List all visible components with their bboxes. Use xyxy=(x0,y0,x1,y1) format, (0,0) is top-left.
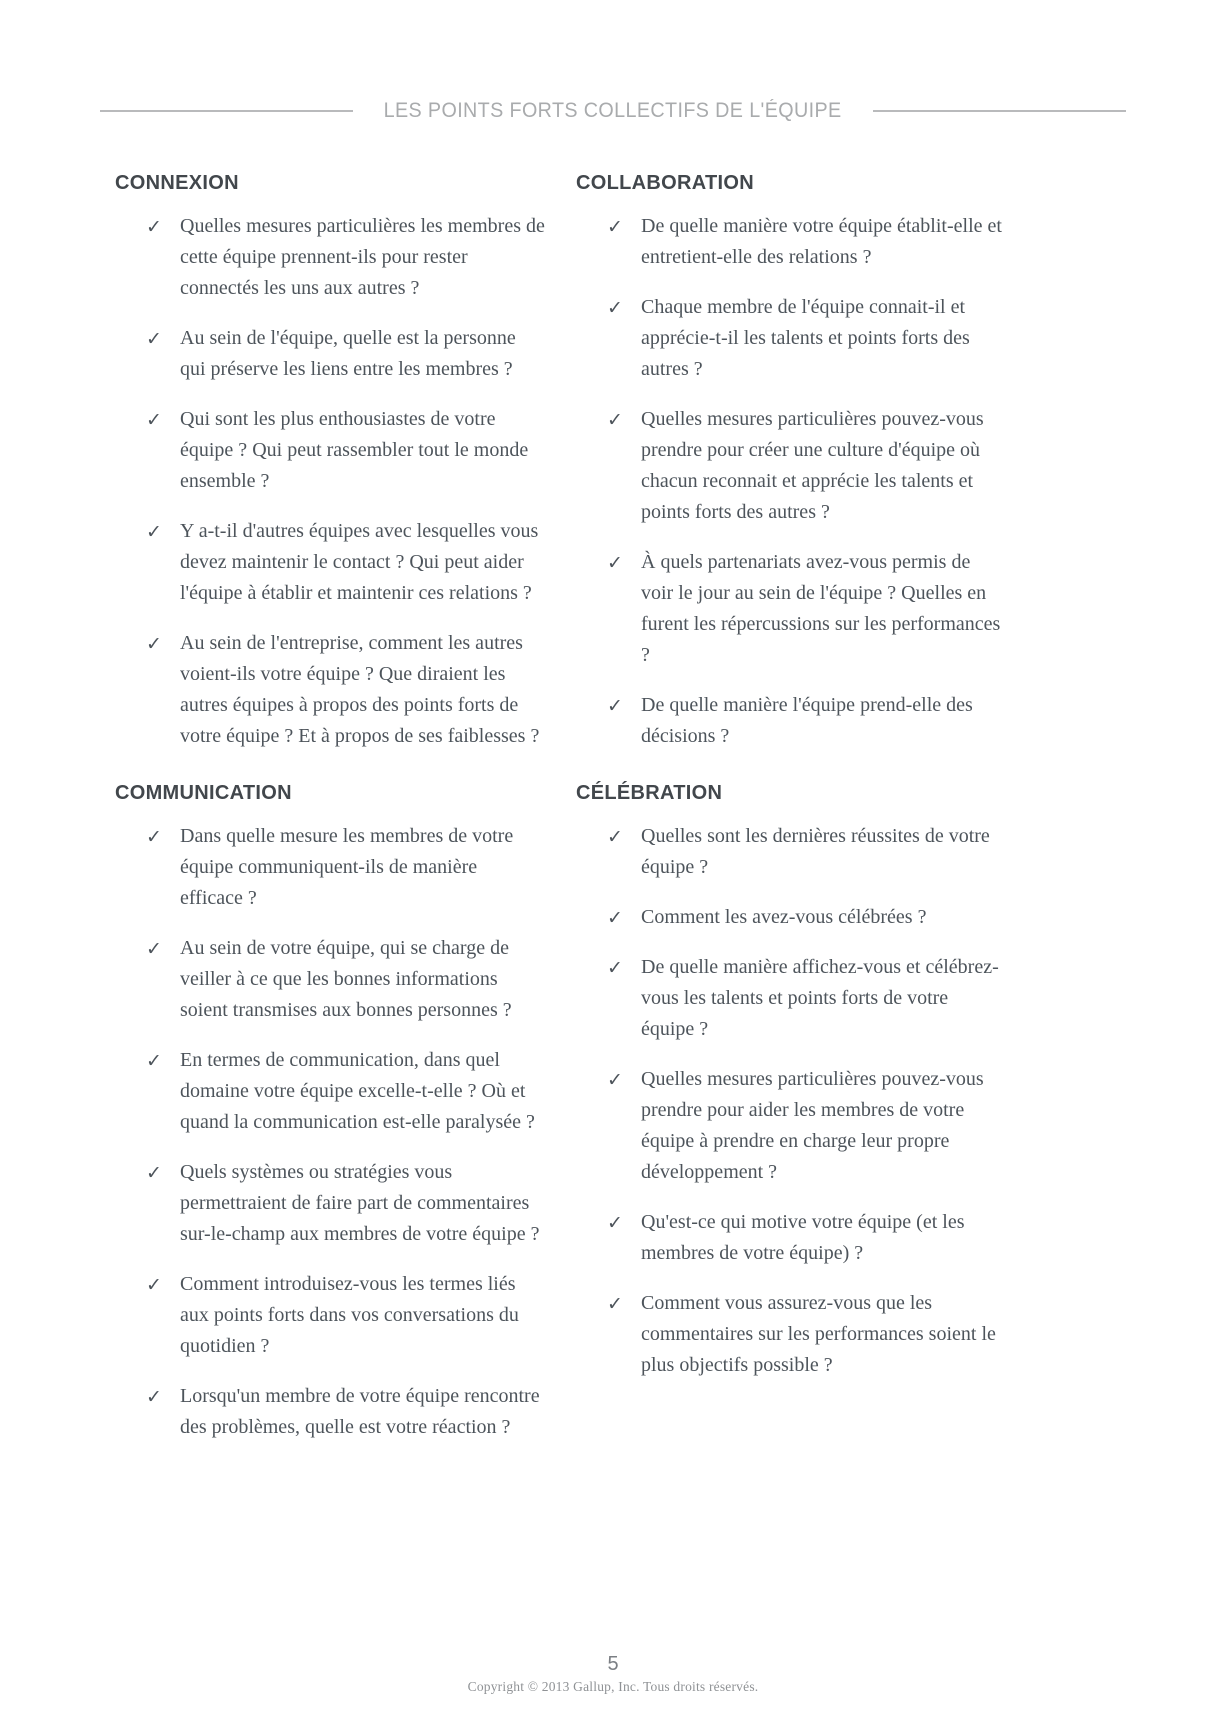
question-text: À quels partenariats avez-vous permis de voir le jour au sein de l'équipe ? Quelles en furent les répercussions sur les performances ? xyxy=(641,551,1001,666)
content-columns xyxy=(115,172,1006,1443)
question-text: Dans quelle mesure les membres de votre équipe communiquent-ils de manière efficace ? xyxy=(180,825,514,909)
page-footer xyxy=(0,1653,1226,1695)
question-item xyxy=(115,1381,545,1443)
copyright-text: Copyright © 2013 Gallup, Inc. Tous droits réservés. xyxy=(467,1679,759,1694)
section-communication xyxy=(115,782,545,1443)
question-text: Comment vous assurez-vous que les commentaires sur les performances soient le plus objectifs possible ? xyxy=(641,1292,996,1376)
checkmark-icon: ✓ xyxy=(607,957,623,979)
question-text: De quelle manière affichez-vous et célébrez-vous les talents et points forts de votre équipe ? xyxy=(641,956,999,1040)
question-text: En termes de communication, dans quel domaine votre équipe excelle-t-elle ? Où et quand la communication est-elle paralysée ? xyxy=(180,1049,535,1133)
question-item xyxy=(115,404,545,497)
checkmark-icon: ✓ xyxy=(146,521,162,543)
checkmark-icon: ✓ xyxy=(607,552,623,574)
checkmark-icon: ✓ xyxy=(607,216,623,238)
question-text: Qui sont les plus enthousiastes de votre équipe ? Qui peut rassembler tout le monde ensemble ? xyxy=(180,408,529,492)
checkmark-icon: ✓ xyxy=(607,297,623,319)
question-item xyxy=(115,1269,545,1362)
question-item xyxy=(115,323,545,385)
question-item xyxy=(576,211,1006,273)
checkmark-icon: ✓ xyxy=(607,1293,623,1315)
checkmark-icon: ✓ xyxy=(146,216,162,238)
question-item xyxy=(576,690,1006,752)
question-text: Lorsqu'un membre de votre équipe rencontre des problèmes, quelle est votre réaction ? xyxy=(180,1385,540,1438)
question-list xyxy=(115,211,545,752)
question-text: Quelles mesures particulières les membres de cette équipe prennent-ils pour rester connectés les uns aux autres ? xyxy=(180,215,545,299)
checkmark-icon: ✓ xyxy=(146,328,162,350)
section-heading: COMMUNICATION xyxy=(115,782,292,804)
question-text: Au sein de l'entreprise, comment les autres voient-ils votre équipe ? Que diraient les autres équipes à propos des points forts de votre équipe ? Et à propos de ses faiblesses ? xyxy=(180,632,540,747)
checkmark-icon: ✓ xyxy=(607,907,623,929)
header-rule-right xyxy=(873,110,1126,112)
checkmark-icon: ✓ xyxy=(607,409,623,431)
question-text: Quels systèmes ou stratégies vous permettraient de faire part de commentaires sur-le-champ aux membres de votre équipe ? xyxy=(180,1161,540,1245)
question-item xyxy=(576,1207,1006,1269)
question-list xyxy=(576,821,1006,1381)
question-text: Au sein de votre équipe, qui se charge de veiller à ce que les bonnes informations soient transmises aux bonnes personnes ? xyxy=(180,937,512,1021)
question-item xyxy=(115,628,545,752)
page-title: LES POINTS FORTS COLLECTIFS DE L'ÉQUIPE xyxy=(384,99,842,122)
page-number: 5 xyxy=(607,1653,619,1675)
checkmark-icon: ✓ xyxy=(146,409,162,431)
page-header xyxy=(100,99,1126,123)
question-item xyxy=(576,821,1006,883)
question-list xyxy=(576,211,1006,752)
checkmark-icon: ✓ xyxy=(146,1274,162,1296)
checkmark-icon: ✓ xyxy=(607,1069,623,1091)
section-collaboration xyxy=(576,172,1006,752)
question-list xyxy=(115,821,545,1443)
question-item xyxy=(576,902,1006,933)
question-text: De quelle manière votre équipe établit-elle et entretient-elle des relations ? xyxy=(641,215,1002,268)
question-item xyxy=(115,933,545,1026)
checkmark-icon: ✓ xyxy=(146,1050,162,1072)
question-text: Quelles mesures particulières pouvez-vous prendre pour aider les membres de votre équipe à prendre en charge leur propre développement ? xyxy=(641,1068,984,1183)
question-item xyxy=(576,292,1006,385)
section-connexion xyxy=(115,172,545,752)
question-text: Y a-t-il d'autres équipes avec lesquelles vous devez maintenir le contact ? Qui peut aider l'équipe à établir et maintenir ces relations ? xyxy=(180,520,539,604)
question-text: Chaque membre de l'équipe connait-il et apprécie-t-il les talents et points forts des autres ? xyxy=(641,296,970,380)
checkmark-icon: ✓ xyxy=(146,938,162,960)
checkmark-icon: ✓ xyxy=(607,695,623,717)
question-item xyxy=(115,516,545,609)
checkmark-icon: ✓ xyxy=(146,1386,162,1408)
question-text: Quelles sont les dernières réussites de votre équipe ? xyxy=(641,825,990,878)
question-item xyxy=(576,1064,1006,1188)
header-rule-left xyxy=(100,110,353,112)
checkmark-icon: ✓ xyxy=(146,633,162,655)
checkmark-icon: ✓ xyxy=(607,1212,623,1234)
checkmark-icon: ✓ xyxy=(146,1162,162,1184)
question-item xyxy=(115,1157,545,1250)
question-text: Qu'est-ce qui motive votre équipe (et les membres de votre équipe) ? xyxy=(641,1211,965,1264)
question-item xyxy=(576,547,1006,671)
checkmark-icon: ✓ xyxy=(607,826,623,848)
question-item xyxy=(115,1045,545,1138)
question-text: Au sein de l'équipe, quelle est la personne qui préserve les liens entre les membres ? xyxy=(180,327,516,380)
question-item xyxy=(115,211,545,304)
question-text: Comment les avez-vous célébrées ? xyxy=(641,906,927,928)
left-column xyxy=(115,172,545,1443)
section-heading: COLLABORATION xyxy=(576,172,754,194)
question-item xyxy=(115,821,545,914)
question-text: Quelles mesures particulières pouvez-vous prendre pour créer une culture d'équipe où chacun reconnait et apprécie les talents et points forts des autres ? xyxy=(641,408,984,523)
question-item xyxy=(576,952,1006,1045)
checkmark-icon: ✓ xyxy=(146,826,162,848)
question-item xyxy=(576,1288,1006,1381)
right-column xyxy=(576,172,1006,1381)
question-text: Comment introduisez-vous les termes liés aux points forts dans vos conversations du quotidien ? xyxy=(180,1273,519,1357)
section-heading: CONNEXION xyxy=(115,172,239,194)
question-item xyxy=(576,404,1006,528)
question-text: De quelle manière l'équipe prend-elle des décisions ? xyxy=(641,694,973,747)
section-heading: CÉLÉBRATION xyxy=(576,782,723,804)
section-celebration xyxy=(576,782,1006,1381)
